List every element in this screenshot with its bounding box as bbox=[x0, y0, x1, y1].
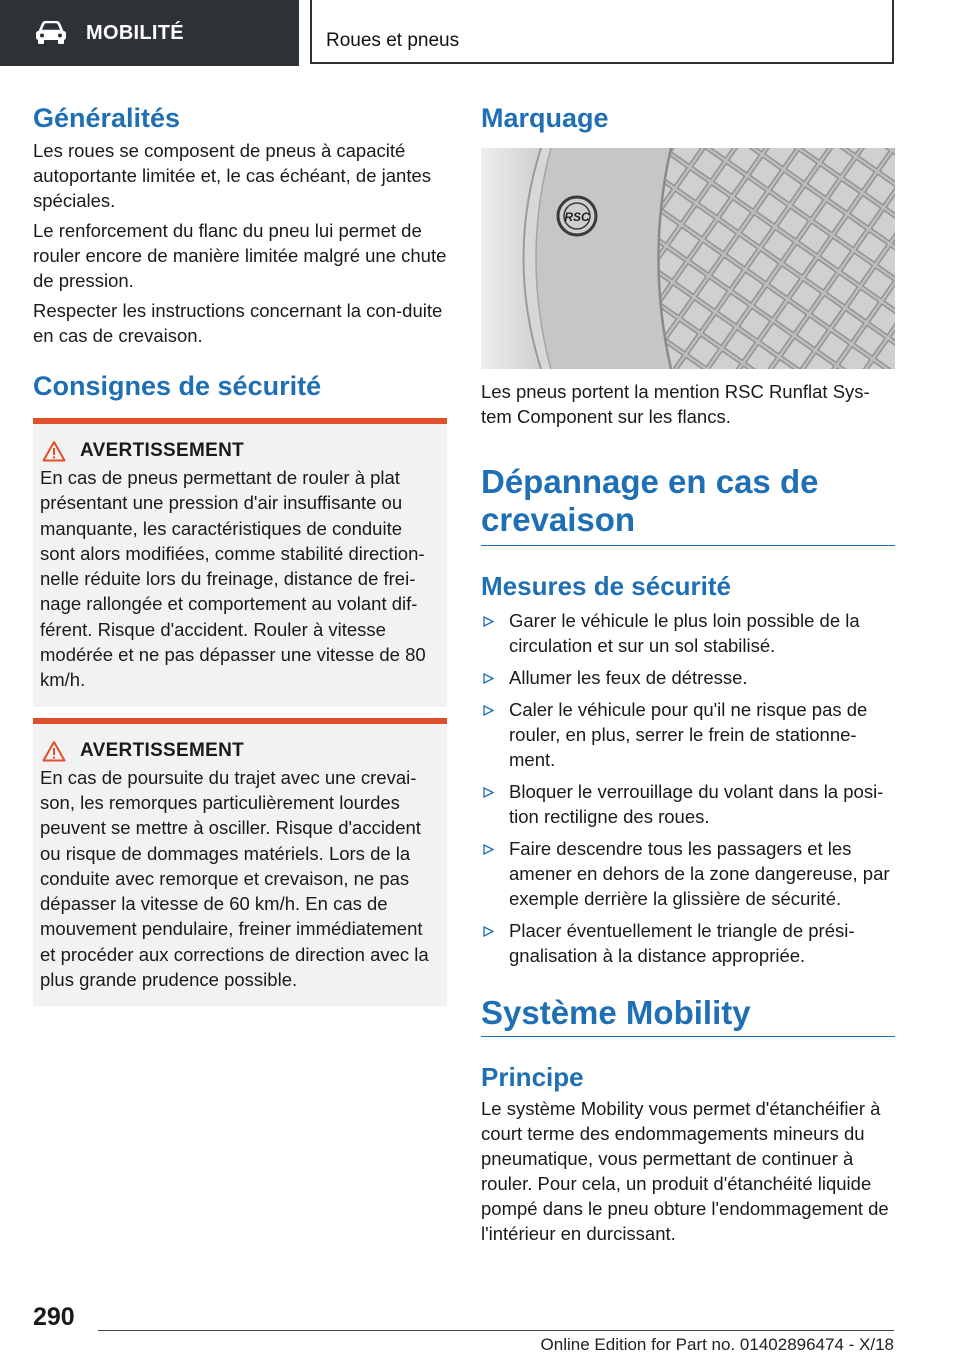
warning-title: AVERTISSEMENT bbox=[80, 739, 245, 761]
paragraph: Le système Mobility vous permet d'étanchéifier à court terme des endommagements mineurs du pneumatique, vous permettant de continuer à rouler. Pour cela, un produit d'étanchéité liquide pompé dans le pneu obture l'endommagement de l'intérieur en durcissant. bbox=[481, 1098, 889, 1244]
image-caption: Les pneus portent la mention RSC Runflat Sys-tem Component sur les flancs. bbox=[481, 381, 870, 427]
warning-triangle-icon bbox=[42, 740, 66, 762]
heading-depannage: Dépannage en cas de crevaison bbox=[481, 463, 819, 538]
list-item: Caler le véhicule pour qu'il ne risque pas de rouler, en plus, serrer le frein de stationne-ment. bbox=[481, 697, 895, 772]
heading-marquage: Marquage bbox=[481, 103, 609, 133]
section-title: MOBILITÉ bbox=[86, 21, 184, 44]
warning-title: AVERTISSEMENT bbox=[80, 440, 245, 461]
page-number: 290 bbox=[33, 1303, 75, 1331]
triangle-bullet-icon bbox=[483, 926, 494, 937]
left-column bbox=[33, 100, 447, 1006]
list-item: Placer éventuellement le triangle de prési-gnalisation à la distance appropriée. bbox=[481, 918, 895, 968]
heading-mesures: Mesures de sécurité bbox=[481, 571, 732, 601]
list-item: Allumer les feux de détresse. bbox=[481, 665, 895, 690]
paragraph: Les roues se composent de pneus à capacité autoportante limitée et, le cas échéant, de jantes spéciales. bbox=[33, 140, 432, 211]
paragraph: Le renforcement du flanc du pneu lui permet de rouler encore de manière limitée malgré une chute de pression. bbox=[33, 220, 447, 291]
triangle-bullet-icon bbox=[483, 844, 494, 855]
paragraph: Respecter les instructions concernant la con-duite en cas de crevaison. bbox=[33, 300, 443, 346]
list-item: Bloquer le verrouillage du volant dans la posi-tion rectiligne des roues. bbox=[481, 779, 895, 829]
tire-sidewall-image bbox=[481, 148, 895, 369]
warning-box bbox=[33, 418, 447, 707]
heading-depannage-wrap bbox=[481, 463, 895, 546]
heading-principe: Principe bbox=[481, 1062, 584, 1092]
list-item: Garer le véhicule le plus loin possible de la circulation et sur un sol stabilisé. bbox=[481, 608, 895, 658]
footer-divider bbox=[98, 1330, 894, 1331]
list-item: Faire descendre tous les passagers et les amener en dehors de la zone dangereuse, par exemple derrière la glissière de sécurité. bbox=[481, 836, 895, 911]
rsc-logo: RSC bbox=[564, 210, 590, 224]
triangle-bullet-icon bbox=[483, 787, 494, 798]
triangle-bullet-icon bbox=[483, 705, 494, 716]
warning-text: En cas de poursuite du trajet avec une crevai-son, les remorques particulièrement lourdes peuvent se mettre à osciller. Risque d'accident ou risque de dommages matériels. Lors de la conduite avec remorque et crevaison, ne pas dépasser la vitesse de 60 km/h. En cas de mouvement pendulaire, freiner immédiatement et procéder aux corrections de direction avec la plus grande prudence possible. bbox=[40, 766, 429, 991]
edition-note: Online Edition for Part no. 01402896474 - X/18 bbox=[540, 1335, 894, 1354]
section-tab bbox=[0, 0, 299, 66]
heading-mobility-wrap bbox=[481, 994, 895, 1037]
heading-consignes: Consignes de sécurité bbox=[33, 371, 322, 401]
heading-mobility: Système Mobility bbox=[481, 994, 751, 1031]
right-column bbox=[481, 100, 895, 1246]
warning-triangle-icon bbox=[42, 440, 66, 462]
chapter-tab bbox=[310, 0, 894, 64]
car-icon bbox=[34, 21, 68, 45]
triangle-bullet-icon bbox=[483, 673, 494, 684]
warning-box bbox=[33, 718, 447, 1007]
safety-steps-list bbox=[481, 608, 895, 968]
triangle-bullet-icon bbox=[483, 616, 494, 627]
chapter-title: Roues et pneus bbox=[326, 30, 460, 51]
warning-text: En cas de pneus permettant de rouler à plat présentant une pression d'air insuffisante ou manquante, les caractéristiques de conduite sont alors modifiées, comme stabilité direction-nelle réduite lors du freinage, distance de frei-nage rallongée et comportement au volant dif-férent. Risque d'accident. Rouler à vitesse modérée et ne pas dépasser une vitesse de 80 km/h. bbox=[40, 467, 426, 691]
heading-generalites: Généralités bbox=[33, 103, 181, 133]
